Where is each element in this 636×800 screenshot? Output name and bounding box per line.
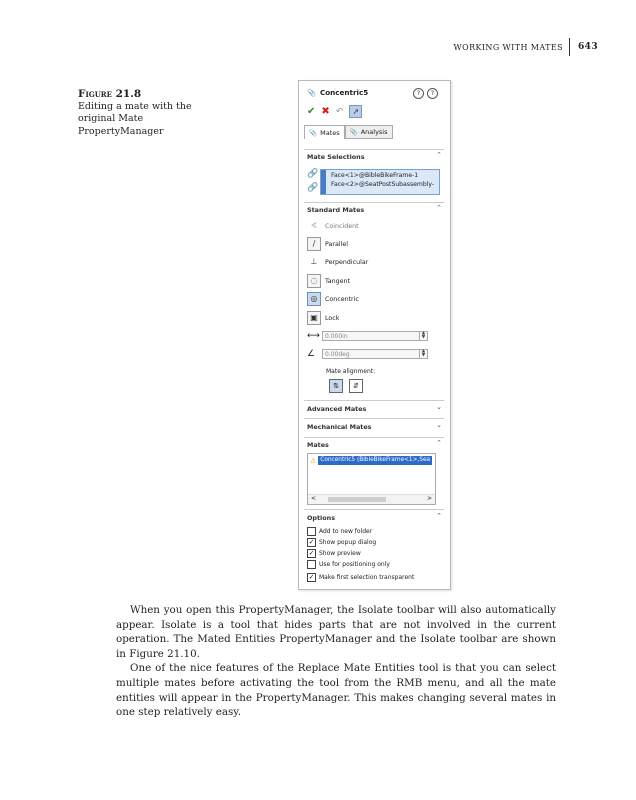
cancel-icon[interactable]: ✖: [321, 106, 330, 117]
mate-label: Parallel: [325, 240, 348, 248]
chevron-up-icon[interactable]: ⌃: [436, 512, 442, 520]
horizontal-scrollbar[interactable]: [308, 494, 435, 504]
option-label: Add to new folder: [319, 528, 373, 535]
angle-spinner[interactable]: ▲ ▼: [419, 350, 427, 358]
page-number: 643: [578, 42, 598, 52]
section-title-standard-mates[interactable]: Standard Mates: [307, 206, 365, 214]
angle-input[interactable]: [322, 349, 428, 359]
warning-icon: ⚠: [310, 456, 317, 465]
mate-tangent[interactable]: [307, 274, 350, 288]
angle-icon: ∠: [307, 349, 316, 359]
body-text: [116, 603, 556, 720]
mate-coincident[interactable]: [307, 219, 359, 233]
mate-label: Coincident: [325, 222, 359, 230]
selection-item[interactable]: Face<1>@BibleBikeFrame-1: [331, 172, 419, 179]
section-title-options[interactable]: Options: [307, 514, 335, 522]
option-use-for-positioning[interactable]: [307, 560, 390, 569]
mates-list-item-label: Concentric5 (BibleBikeFrame<1>,Sea: [320, 457, 431, 463]
mate-lock[interactable]: [307, 311, 339, 325]
mate-label: Concentric: [325, 295, 359, 303]
distance-spinner[interactable]: ▲ ▼: [419, 332, 427, 340]
section-title-mates[interactable]: Mates: [307, 441, 329, 449]
checkbox[interactable]: [307, 560, 316, 569]
tab-analysis-label: Analysis: [360, 128, 388, 136]
tab-analysis[interactable]: [345, 125, 393, 139]
parallel-icon: ∕: [307, 237, 321, 251]
mate-selections-list[interactable]: [320, 169, 440, 195]
section-options: [304, 509, 444, 510]
anti-aligned-button[interactable]: ⇵: [349, 379, 363, 393]
checkbox[interactable]: [307, 527, 316, 536]
mate-perpendicular[interactable]: [307, 255, 368, 269]
chevron-down-icon[interactable]: ⌄: [436, 403, 442, 411]
checkbox-checked[interactable]: ✓: [308, 573, 315, 581]
tab-mates[interactable]: [304, 125, 345, 139]
list-item[interactable]: [310, 456, 432, 465]
ok-icon[interactable]: ✔: [307, 106, 316, 117]
tab-bar: [304, 125, 393, 139]
mate-concentric[interactable]: [307, 292, 359, 306]
mate-label: Lock: [325, 314, 340, 322]
option-label: Make first selection transparent: [319, 574, 415, 581]
option-label: Show popup dialog: [319, 539, 377, 546]
chevron-down-icon[interactable]: ⌄: [436, 421, 442, 429]
scroll-left-icon[interactable]: <: [311, 495, 317, 502]
option-show-preview[interactable]: [307, 549, 361, 558]
coincident-icon: ∢: [310, 221, 318, 230]
option-label: Use for positioning only: [319, 561, 390, 568]
tangent-icon: ◌: [307, 274, 321, 288]
lock-icon: ▣: [307, 311, 321, 325]
scroll-thumb[interactable]: [328, 497, 386, 502]
mate-parallel[interactable]: [307, 237, 348, 251]
chevron-up-icon[interactable]: ⌃: [436, 439, 442, 447]
section-title-mate-selections[interactable]: Mate Selections: [307, 153, 365, 161]
figure-caption-text: Editing a mate with the original Mate PropertyManager: [78, 100, 192, 137]
option-make-first-selection-transparent[interactable]: [307, 573, 414, 582]
figure-caption: [78, 88, 198, 138]
option-label: Show preview: [319, 550, 361, 557]
chevron-up-icon[interactable]: ⌃: [436, 151, 442, 159]
paperclip-icon: 📎: [309, 128, 318, 137]
selection-item[interactable]: Face<2>@SeatPostSubassembly-: [331, 181, 435, 188]
concentric-icon: ◎: [307, 292, 321, 306]
mate-selection-icon: 🔗: [307, 169, 319, 179]
help-icon[interactable]: ?: [413, 88, 424, 99]
option-show-popup-dialog[interactable]: [307, 538, 376, 547]
distance-value: 0.000in: [325, 333, 348, 340]
mate-icon: 📎: [307, 88, 316, 97]
action-bar: [307, 105, 362, 118]
running-header: [453, 38, 598, 56]
angle-value: 0.00deg: [325, 351, 350, 358]
distance-icon: ⟷: [307, 331, 320, 341]
mate-selection-secondary-icon: 🔗: [307, 183, 319, 193]
mate-propertymanager: [298, 80, 451, 590]
mate-label: Tangent: [325, 277, 350, 285]
tab-mates-label: Mates: [320, 128, 340, 137]
chevron-up-icon[interactable]: ⌃: [436, 204, 442, 212]
running-title: WORKING WITH MATES: [453, 42, 563, 52]
checkbox-checked[interactable]: ✓: [308, 538, 315, 546]
paragraph: When you open this PropertyManager, the Isolate toolbar will also automatically appear. Isolate is a tool that hides parts that are not involved in the current operation. The Mated Entities PropertyManager and the Isolate toolbar are shown in Figure 21.10.: [116, 604, 556, 660]
section-advanced-mates: [304, 400, 444, 401]
figure-label: Figure 21.8: [78, 88, 142, 100]
header-rule: [569, 38, 570, 56]
section-standard-mates: [304, 202, 444, 203]
mate-label: Perpendicular: [325, 258, 369, 266]
undo-icon[interactable]: ↶: [335, 106, 344, 117]
mates-list[interactable]: [307, 453, 436, 505]
section-title-advanced-mates[interactable]: Advanced Mates: [307, 405, 367, 413]
mate-alignment-label: Mate alignment:: [326, 368, 376, 375]
scroll-right-icon[interactable]: >: [426, 495, 432, 502]
section-mechanical-mates: [304, 418, 444, 419]
checkbox-checked[interactable]: ✓: [308, 549, 315, 557]
perpendicular-icon: ⊥: [310, 257, 318, 266]
distance-input[interactable]: [322, 331, 428, 341]
panel-title: Concentric5: [319, 88, 369, 97]
section-mate-selections: [304, 149, 444, 150]
panel-header: [307, 88, 368, 97]
paragraph: One of the nice features of the Replace Mate Entities tool is that you can select multiple mates before activating the tool from the RMB menu, and all the mate entities will appear in the PropertyManager. This makes changing several mates in one step relatively easy.: [116, 662, 556, 719]
section-mates: [304, 437, 444, 438]
pin-icon[interactable]: ➚: [349, 105, 362, 118]
help-info-icon[interactable]: ?: [427, 88, 438, 99]
option-add-to-new-folder[interactable]: [307, 527, 372, 536]
analysis-icon: 📎: [349, 128, 358, 136]
aligned-button[interactable]: ⇅: [329, 379, 343, 393]
section-title-mechanical-mates[interactable]: Mechanical Mates: [307, 423, 372, 431]
